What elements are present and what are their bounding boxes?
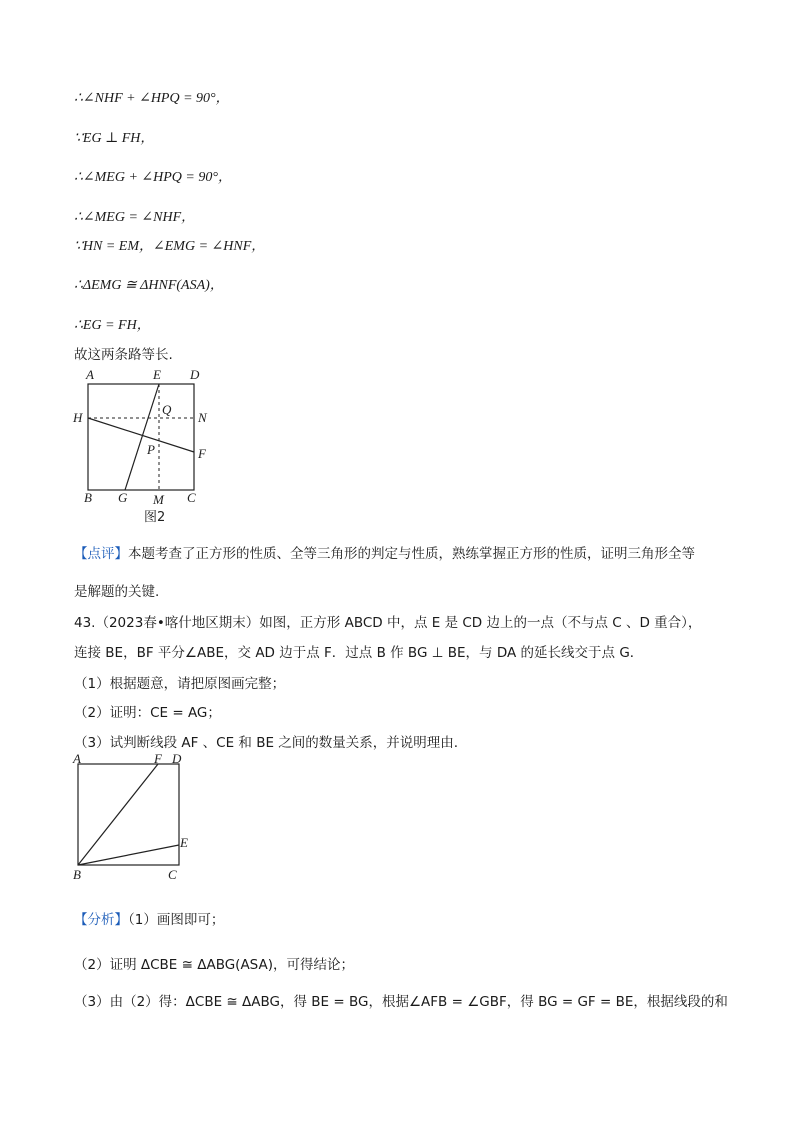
label-p: P	[147, 442, 155, 457]
proof-line-1: ∴∠NHF + ∠HPQ = 90°，	[74, 90, 230, 106]
q43-line-2: 连接 BE，BF 平分∠ABE，交 AD 边于点 F．过点 B 作 BG ⊥ BE，与 DA 的延长线交于点 G．	[74, 645, 644, 661]
label-e-43: E	[180, 835, 188, 850]
proof-line-6: ∴ΔEMG ≅ ΔHNF(ASA)，	[74, 277, 224, 293]
comment-tag: 【点评】	[74, 546, 128, 562]
analysis-line-1: 【分析】（1）画图即可；	[74, 912, 225, 928]
label-m: M	[153, 492, 164, 507]
label-b-43: B	[73, 867, 81, 882]
analysis-line-2: （2）证明 ΔCBE ≅ ΔABG(ASA)，可得结论；	[74, 957, 355, 973]
figure-2-caption: 图2	[144, 510, 166, 525]
segment-eg	[125, 384, 159, 490]
label-b: B	[84, 490, 92, 505]
figure-2	[70, 364, 220, 526]
label-q: Q	[162, 402, 172, 417]
q43-sub-2: （2）证明：CE = AG；	[74, 705, 221, 721]
label-a: A	[86, 367, 94, 382]
comment-line-1: 【点评】本题考查了正方形的性质、全等三角形的判定与性质，熟练掌握正方形的性质，证明三角形全等	[74, 546, 695, 562]
square-abcd-43	[78, 764, 179, 865]
proof-line-3: ∴∠MEG + ∠HPQ = 90°，	[74, 169, 232, 185]
q43-sub-3: （3）试判断线段 AF 、CE 和 BE 之间的数量关系，并说明理由.	[74, 735, 459, 751]
label-d: D	[190, 367, 200, 382]
proof-line-2: ∵EG ⊥ FH，	[74, 130, 154, 146]
conclusion-text: 故这两条路等长.	[74, 347, 173, 363]
q43-line-1: 43.（2023春•喀什地区期末）如图，正方形 ABCD 中，点 E 是 CD 边上的一点（不与点 C 、D 重合），	[74, 615, 702, 631]
analysis-line-3: （3）由（2）得：ΔCBE ≅ ΔABG，得 BE = BG，根据∠AFB = ∠GBF，得 BG = GF = BE，根据线段的和	[74, 994, 728, 1010]
label-d-43: D	[172, 751, 182, 766]
square-abcd	[88, 384, 194, 490]
proof-line-4: ∴∠MEG = ∠NHF，	[74, 209, 195, 225]
label-f: F	[198, 446, 206, 461]
proof-line-7: ∴EG = FH，	[74, 317, 151, 333]
label-g: G	[118, 490, 128, 505]
label-a-43: A	[73, 751, 81, 766]
segment-bf	[78, 764, 158, 865]
label-c: C	[187, 490, 196, 505]
label-h: H	[73, 410, 83, 425]
analysis-tag: 【分析】	[74, 912, 128, 928]
proof-line-5: ∵HN = EM，∠EMG = ∠HNF，	[74, 238, 265, 254]
segment-be	[78, 845, 179, 865]
figure-43	[68, 752, 208, 887]
label-f-43: F	[154, 751, 162, 766]
label-c-43: C	[168, 867, 177, 882]
q43-sub-1: （1）根据题意，请把原图画完整；	[74, 676, 286, 692]
comment-line-2: 是解题的关键.	[74, 584, 160, 600]
label-n: N	[198, 410, 207, 425]
segment-hf	[88, 418, 194, 452]
label-e: E	[153, 367, 161, 382]
